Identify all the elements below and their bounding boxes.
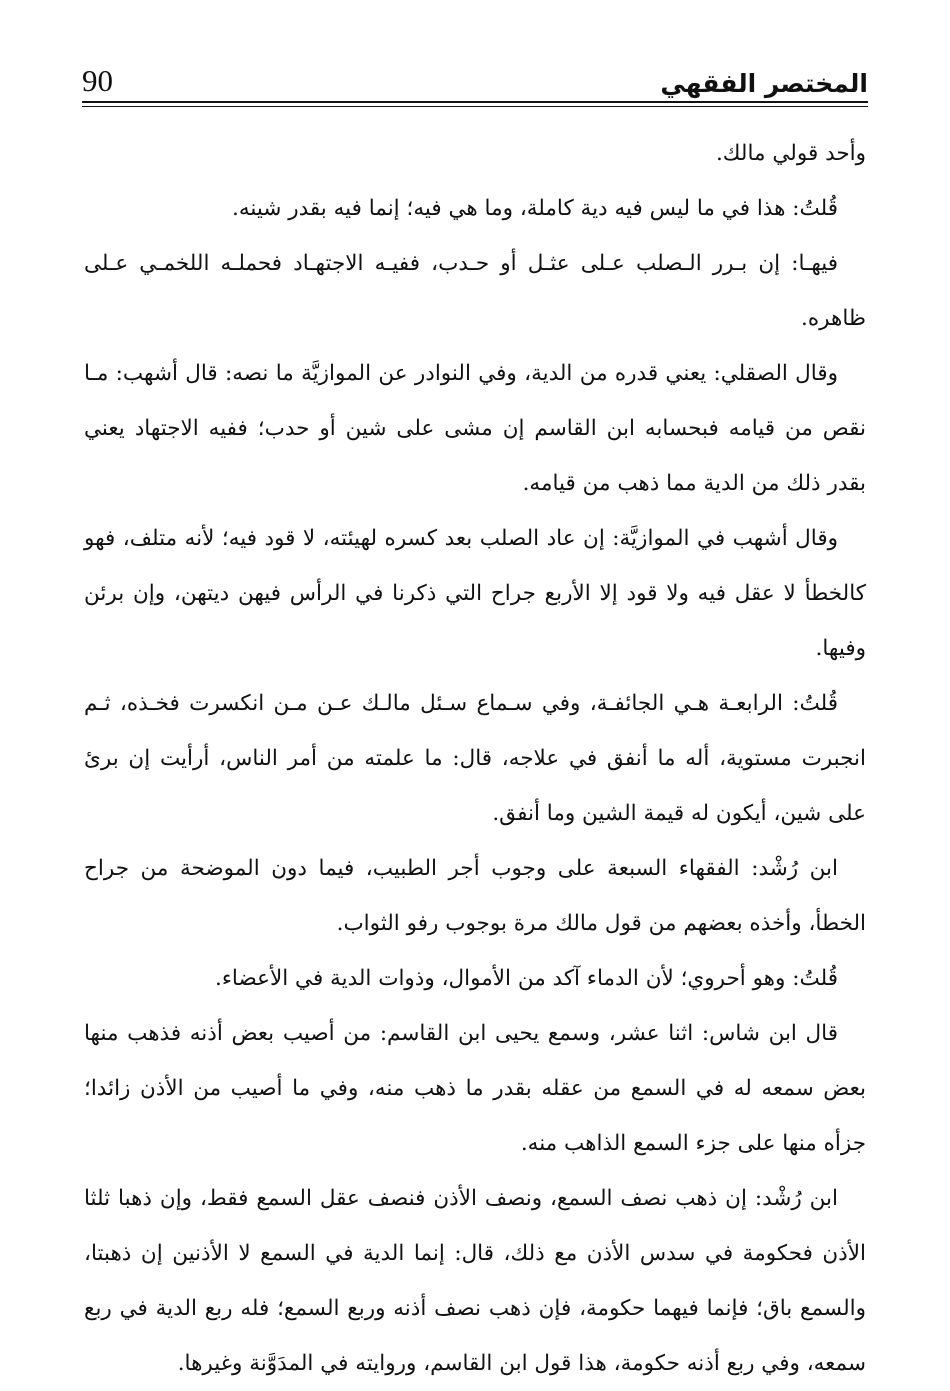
paragraph: وأحد قولي مالك. <box>715 141 866 166</box>
paragraph: قال ابن شاس: اثنا عشر، وسمع يحيى ابن القاسم: من أصيب بعض أذنه فذهب منها بعض سمعه له في السمع من عقله بقدر ما ذهب منه، وفي ما أصيب من الأذن زائدا؛ جزأه منها على جزء السمع الذاهب منه. <box>84 1021 866 1156</box>
body-text <box>84 126 866 1391</box>
paragraph: وقال الصقلي: يعني قدره من الدية، وفي النوادر عن الموازيَّة ما نصه: قال أشهب: مـا نقص من قيامه فبحسابه ابن القاسم إن مشى على شين أو حدب؛ ففيه الاجتهاد يعني بقدر ذلك من الدية مما ذهب من قيامه. <box>84 361 866 496</box>
paragraph: قُلتُ: الرابعـة هـي الجائفـة، وفي سـماع سـئل مالـك عـن مـن انكسرت فخـذه، ثـم انجبرت مستوية، أله ما أنفق في علاجه، قال: ما علمته من أمر الناس، أرأيت إن برئ على شين، أيكون له قيمة الشين وما أنفق. <box>84 691 866 826</box>
page-header <box>82 52 868 96</box>
page-number: 90 <box>82 63 113 98</box>
paragraph: وقال أشهب في الموازيَّة: إن عاد الصلب بعد كسره لهيئته، لا قود فيه؛ لأنه متلف، فهو كالخطأ لا عقل فيه ولا قود إلا الأربع جراح التي ذكرنا في الرأس فيهن ديتهن، وإن برئن وفيها. <box>84 526 866 661</box>
paragraph: قُلتُ: هذا في ما ليس فيه دية كاملة، وما هي فيه؛ إنما فيه بقدر شينه. <box>232 196 838 221</box>
paragraph: ابن رُشْد: إن ذهب نصف السمع، ونصف الأذن فنصف عقل السمع فقط، وإن ذهبا ثلثا الأذن فحكومة في سدس الأذن مع ذلك، قال: إنما الدية في السمع لا الأذنين إن ذهبتا، والسمع باق؛ فإنما فيهما حكومة، فإن ذهب نصف أذنه وربع السمع؛ فله ربع الدية في ربع سمعه، وفي ربع أذنه حكومة، هذا قول ابن القاسم، وروايته في المدَوَّنة وغيرها. <box>84 1186 866 1376</box>
header-rule <box>82 101 868 103</box>
paragraph: قُلتُ: وهو أحروي؛ لأن الدماء آكد من الأموال، وذوات الدية في الأعضاء. <box>214 966 838 991</box>
header-rule-thin <box>82 106 868 107</box>
paragraph: ابن رُشْد: الفقهاء السبعة على وجوب أجر الطبيب، فيما دون الموضحة من جراح الخطأ، وأخذه بعضهم من قول مالك مرة بوجوب رفو الثواب. <box>84 856 866 936</box>
running-title: المختصر الفقهي <box>660 69 868 98</box>
paragraph: فيهـا: إن بـرر الـصلب عـلى عثـل أو حـدب، ففيـه الاجتهـاد فحملـه اللخمـي عـلى ظاهره. <box>84 251 866 331</box>
